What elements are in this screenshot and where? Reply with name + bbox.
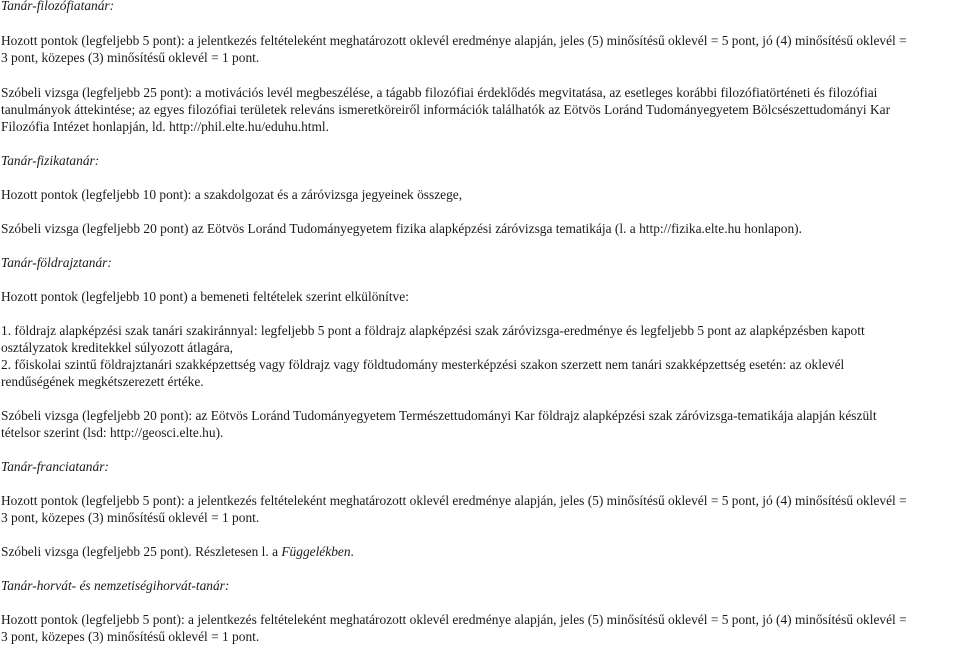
section-heading-foldrajz: Tanár-földrajztanár: [1,255,112,270]
paragraph-line: tanulmányok áttekintése; az egyes filozófiai területek releváns ismeretköreiről információk találhatók az Eötvös Loránd Tudományegyetem Bölcsészettudományi Kar [1,102,891,117]
list-item: 1. földrajz alapképzési szak tanári szakiránnyal: legfeljebb 5 pont a földrajz alapképzési szak záróvizsga-eredménye és legfeljebb 5 pont az alapképzésben kapott [1,323,865,338]
list-item: osztályzatok kreditekkel súlyozott átlagára, [1,340,234,355]
paragraph-line [1,543,354,560]
list-item: 2. főiskolai szintű földrajztanári szakképzettség vagy földrajz vagy földtudomány mesterképzési szakon szerzett nem tanári szakképzettség esetén: az oklevél [1,357,845,372]
paragraph-line: Hozott pontok (legfeljebb 5 pont): a jelentkezés feltételeként meghatározott oklevél eredménye alapján, jeles (5) minősítésű oklevél = 5 pont, jó (4) minősítésű oklevél = [1,612,907,627]
section-heading-fizika: Tanár-fizikatanár: [1,153,100,168]
paragraph-line: Szóbeli vizsga (legfeljebb 25 pont): a motivációs levél megbeszélése, a tágabb filozófiai érdeklődés megvitatása, az esetleges korábbi filozófiatörténeti és filozófiai [1,85,878,100]
paragraph-line: 3 pont, közepes (3) minősítésű oklevél = 1 pont. [1,50,260,65]
paragraph-line: Hozott pontok (legfeljebb 5 pont): a jelentkezés feltételeként meghatározott oklevél eredménye alapján, jeles (5) minősítésű oklevél = 5 pont, jó (4) minősítésű oklevél = [1,33,907,48]
paragraph-line: Hozott pontok (legfeljebb 10 pont) a bemeneti feltételek szerint elkülönítve: [1,289,409,304]
paragraph-text: Szóbeli vizsga (legfeljebb 25 pont). Részletesen l. a [1,544,282,559]
paragraph-line: Szóbeli vizsga (legfeljebb 20 pont) az Eötvös Loránd Tudományegyetem fizika alapképzési záróvizsga tematikája (l. a http://fizika.elte.hu honlapon). [1,221,802,236]
section-heading-horvat: Tanár-horvát- és nemzetiségihorvát-tanár: [1,578,230,593]
paragraph-line: Hozott pontok (legfeljebb 10 pont): a szakdolgozat és a záróvizsga jegyeinek összege, [1,187,463,202]
appendix-reference: Függelékben [281,544,351,559]
paragraph-line: 3 pont, közepes (3) minősítésű oklevél = 1 pont. [1,629,260,644]
paragraph-line: tételsor szerint (lsd: http://geosci.elte.hu). [1,425,224,440]
section-heading-filozofia: Tanár-filozófiatanár: [1,0,115,13]
paragraph-text: . [350,544,354,559]
list-item: rendűségének megkétszerezett értéke. [1,374,204,389]
section-heading-francia: Tanár-franciatanár: [1,459,109,474]
paragraph-line: 3 pont, közepes (3) minősítésű oklevél = 1 pont. [1,510,260,525]
paragraph-line: Filozófia Intézet honlapján, ld. http://phil.elte.hu/eduhu.html. [1,119,330,134]
paragraph-line: Szóbeli vizsga (legfeljebb 20 pont): az Eötvös Loránd Tudományegyetem Természettudományi Kar földrajz alapképzési szak záróvizsga-tematikája alapján készült [1,408,877,423]
paragraph-line: Hozott pontok (legfeljebb 5 pont): a jelentkezés feltételeként meghatározott oklevél eredménye alapján, jeles (5) minősítésű oklevél = 5 pont, jó (4) minősítésű oklevél = [1,493,907,508]
